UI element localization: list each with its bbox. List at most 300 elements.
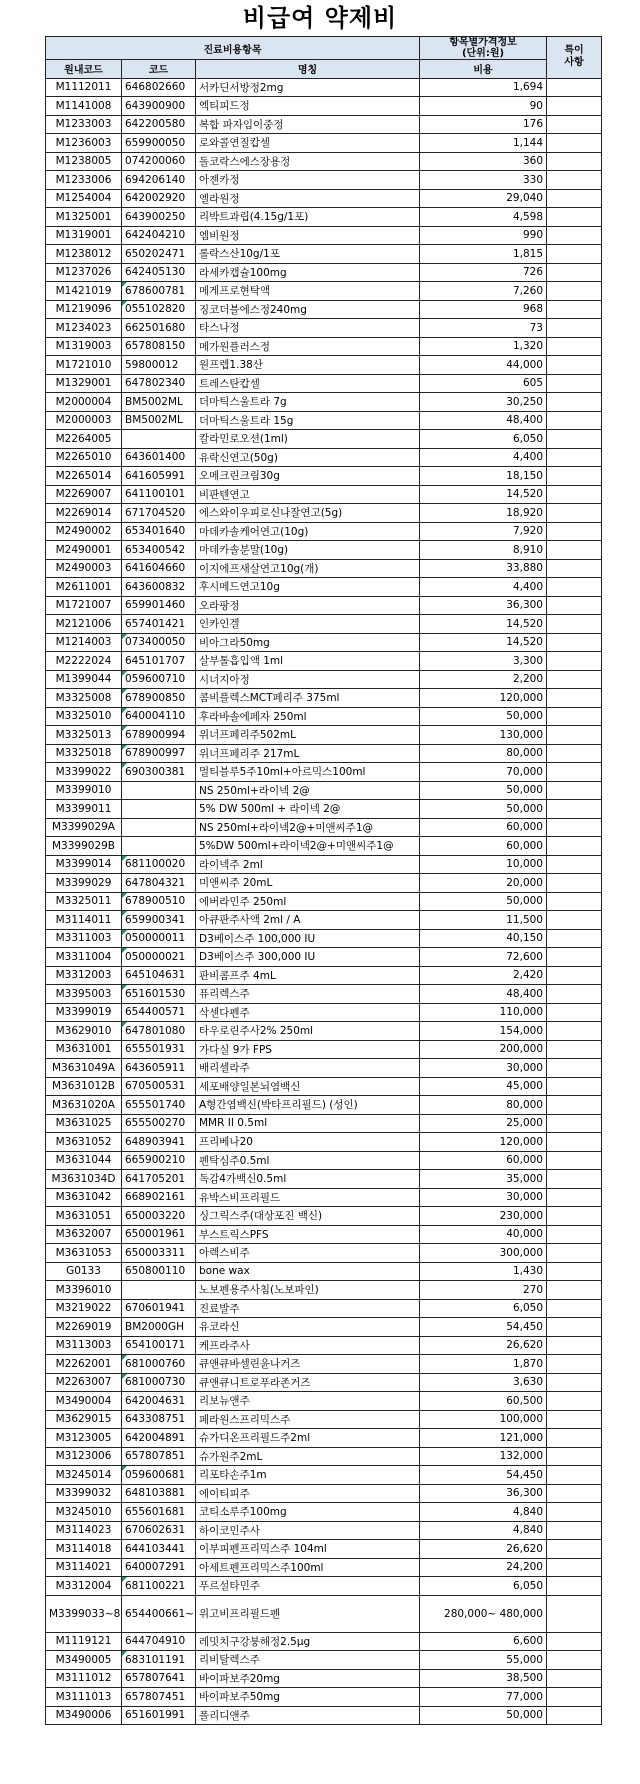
price-cell: 7,260 xyxy=(420,282,547,301)
name-cell: 세포배양일본뇌염백신 xyxy=(196,1077,420,1096)
note-cell xyxy=(547,726,602,745)
price-cell: 14,520 xyxy=(420,615,547,634)
table-row xyxy=(46,1521,602,1540)
price-cell: 6,600 xyxy=(420,1632,547,1651)
internal-code-cell: M2269019 xyxy=(46,1318,122,1337)
note-cell xyxy=(547,1669,602,1688)
code-cell: 678900510 xyxy=(122,892,196,911)
table-row xyxy=(46,596,602,615)
price-cell: 8,910 xyxy=(420,541,547,560)
note-cell xyxy=(547,171,602,190)
name-cell: 아세트펜프리믹스주100ml xyxy=(196,1558,420,1577)
note-cell xyxy=(547,1355,602,1374)
name-cell: 더마틱스울트라 15g xyxy=(196,411,420,430)
note-cell xyxy=(547,1022,602,1041)
table-row xyxy=(46,689,602,708)
note-cell xyxy=(547,430,602,449)
code-cell: 650202471 xyxy=(122,245,196,264)
table-row xyxy=(46,1688,602,1707)
table-row xyxy=(46,781,602,800)
table-row xyxy=(46,707,602,726)
name-cell: 롤락스산10g/1포 xyxy=(196,245,420,264)
name-cell: 엘라원정 xyxy=(196,189,420,208)
code-cell: 059600681 xyxy=(122,1466,196,1485)
code-cell: 641705201 xyxy=(122,1170,196,1189)
price-cell: 60,000 xyxy=(420,837,547,856)
price-cell: 176 xyxy=(420,115,547,134)
header-group: 진료비용항목 xyxy=(46,37,420,60)
name-cell: 아젠카정 xyxy=(196,171,420,190)
code-cell: 681100020 xyxy=(122,855,196,874)
name-cell: 판비콤프주 4mL xyxy=(196,966,420,985)
table-row xyxy=(46,855,602,874)
price-cell: 18,920 xyxy=(420,504,547,523)
price-cell: 14,520 xyxy=(420,633,547,652)
code-cell: 678900850 xyxy=(122,689,196,708)
price-cell: 3,630 xyxy=(420,1373,547,1392)
price-cell: 6,050 xyxy=(420,1299,547,1318)
note-cell xyxy=(547,800,602,819)
internal-code-cell: M3325010 xyxy=(46,707,122,726)
header-name: 명칭 xyxy=(196,60,420,79)
name-cell: 유락신연고(50g) xyxy=(196,448,420,467)
note-cell xyxy=(547,670,602,689)
name-cell: NS 250ml+라이넥2@+미앤씨주1@ xyxy=(196,818,420,837)
table-row xyxy=(46,485,602,504)
internal-code-cell: M3399029A xyxy=(46,818,122,837)
name-cell: 유박스비프리필드 xyxy=(196,1188,420,1207)
code-cell: 654400661~ xyxy=(122,1595,196,1632)
name-cell: 복합 파자임이중정 xyxy=(196,115,420,134)
price-cell: 30,000 xyxy=(420,1059,547,1078)
internal-code-cell: M3325008 xyxy=(46,689,122,708)
note-cell xyxy=(547,911,602,930)
table-row xyxy=(46,1595,602,1632)
note-cell xyxy=(547,1503,602,1522)
internal-code-cell: M3396010 xyxy=(46,1281,122,1300)
internal-code-cell: M3114023 xyxy=(46,1521,122,1540)
price-cell: 360 xyxy=(420,152,547,171)
name-cell: 더마틱스울트라 7g xyxy=(196,393,420,412)
table-row xyxy=(46,1651,602,1670)
note-cell xyxy=(547,948,602,967)
code-cell: 654100171 xyxy=(122,1336,196,1355)
price-cell: 1,430 xyxy=(420,1262,547,1281)
note-cell xyxy=(547,1706,602,1725)
code-cell: 657401421 xyxy=(122,615,196,634)
name-cell: 라세카캡슐100mg xyxy=(196,263,420,282)
table-row xyxy=(46,818,602,837)
name-cell: 미앤씨주 20mL xyxy=(196,874,420,893)
internal-code-cell: M2000003 xyxy=(46,411,122,430)
internal-code-cell: M3113003 xyxy=(46,1336,122,1355)
price-cell: 55,000 xyxy=(420,1651,547,1670)
internal-code-cell: M3312003 xyxy=(46,966,122,985)
price-cell: 50,000 xyxy=(420,892,547,911)
code-cell: 657808150 xyxy=(122,337,196,356)
price-cell: 1,144 xyxy=(420,134,547,153)
note-cell xyxy=(547,189,602,208)
table-row xyxy=(46,541,602,560)
name-cell: 리비탈렉스주 xyxy=(196,1651,420,1670)
table-row xyxy=(46,1022,602,1041)
internal-code-cell: M3399011 xyxy=(46,800,122,819)
name-cell: 케프라주사 xyxy=(196,1336,420,1355)
price-cell: 50,000 xyxy=(420,800,547,819)
table-row xyxy=(46,559,602,578)
code-cell: 681100221 xyxy=(122,1577,196,1596)
code-cell: 655501740 xyxy=(122,1096,196,1115)
note-cell xyxy=(547,1040,602,1059)
table-row xyxy=(46,282,602,301)
code-cell: 59800012 xyxy=(122,356,196,375)
name-cell: 서카딘서방정2mg xyxy=(196,78,420,97)
table-row xyxy=(46,874,602,893)
code-cell: 059600710 xyxy=(122,670,196,689)
code-cell: 641605991 xyxy=(122,467,196,486)
price-cell: 1,815 xyxy=(420,245,547,264)
internal-code-cell: M3399019 xyxy=(46,1003,122,1022)
internal-code-cell: M1238012 xyxy=(46,245,122,264)
note-cell xyxy=(547,1540,602,1559)
internal-code-cell: M3399033~8 xyxy=(46,1595,122,1632)
code-cell: BM5002ML xyxy=(122,411,196,430)
code-cell: 074200060 xyxy=(122,152,196,171)
price-cell: 48,400 xyxy=(420,411,547,430)
internal-code-cell: M3114018 xyxy=(46,1540,122,1559)
page-title: 비급여 약제비 xyxy=(242,4,398,32)
note-cell xyxy=(547,1244,602,1263)
note-cell xyxy=(547,1299,602,1318)
table-row xyxy=(46,1299,602,1318)
table-row xyxy=(46,966,602,985)
code-cell: 642004891 xyxy=(122,1429,196,1448)
name-cell: 퓨리렉스주 xyxy=(196,985,420,1004)
note-cell xyxy=(547,208,602,227)
internal-code-cell: M3311004 xyxy=(46,948,122,967)
internal-code-cell: M3219022 xyxy=(46,1299,122,1318)
name-cell: 칼라민로오션(1ml) xyxy=(196,430,420,449)
table-row xyxy=(46,448,602,467)
code-cell: 644704910 xyxy=(122,1632,196,1651)
code-cell: 657807851 xyxy=(122,1447,196,1466)
name-cell: 위너프페리주 217mL xyxy=(196,744,420,763)
table-row xyxy=(46,245,602,264)
name-cell: 돌코락스에스장용정 xyxy=(196,152,420,171)
internal-code-cell: M3631034D xyxy=(46,1170,122,1189)
price-cell: 80,000 xyxy=(420,1096,547,1115)
name-cell: 트레스탄캅셀 xyxy=(196,374,420,393)
internal-code-cell: M3245010 xyxy=(46,1503,122,1522)
code-cell: 655500270 xyxy=(122,1114,196,1133)
internal-code-cell: M2490001 xyxy=(46,541,122,560)
note-cell xyxy=(547,78,602,97)
internal-code-cell: M3631052 xyxy=(46,1133,122,1152)
internal-code-cell: M3325018 xyxy=(46,744,122,763)
table-row xyxy=(46,670,602,689)
name-cell: 엑티피드정 xyxy=(196,97,420,116)
note-cell xyxy=(547,356,602,375)
name-cell: 엠비원정 xyxy=(196,226,420,245)
name-cell: 노보펜용주사침(노보파인) xyxy=(196,1281,420,1300)
price-cell: 330 xyxy=(420,171,547,190)
code-cell xyxy=(122,837,196,856)
name-cell: 살부톨흡입액 1ml xyxy=(196,652,420,671)
internal-code-cell: M1233006 xyxy=(46,171,122,190)
table-row xyxy=(46,152,602,171)
price-cell: 29,040 xyxy=(420,189,547,208)
code-cell: 647802340 xyxy=(122,374,196,393)
price-cell: 110,000 xyxy=(420,1003,547,1022)
price-cell: 132,000 xyxy=(420,1447,547,1466)
table-row xyxy=(46,1540,602,1559)
internal-code-cell: M1233003 xyxy=(46,115,122,134)
table-row xyxy=(46,1447,602,1466)
code-cell: 651601530 xyxy=(122,985,196,1004)
price-cell: 35,000 xyxy=(420,1170,547,1189)
price-cell: 2,420 xyxy=(420,966,547,985)
internal-code-cell: M3631049A xyxy=(46,1059,122,1078)
code-cell: 670601941 xyxy=(122,1299,196,1318)
name-cell: 바이파보주50mg xyxy=(196,1688,420,1707)
code-cell: 640007291 xyxy=(122,1558,196,1577)
name-cell: 위고비프리필드펜 xyxy=(196,1595,420,1632)
price-cell: 30,000 xyxy=(420,1188,547,1207)
note-cell xyxy=(547,263,602,282)
table-row xyxy=(46,1207,602,1226)
note-cell xyxy=(547,1651,602,1670)
table-row xyxy=(46,1170,602,1189)
code-cell: 055102820 xyxy=(122,300,196,319)
note-cell xyxy=(547,892,602,911)
note-cell xyxy=(547,1336,602,1355)
table-body xyxy=(46,78,602,1725)
note-cell xyxy=(547,337,602,356)
name-cell: 비아그라50mg xyxy=(196,633,420,652)
name-cell: 오메크린크림30g xyxy=(196,467,420,486)
note-cell xyxy=(547,1318,602,1337)
price-cell: 36,300 xyxy=(420,596,547,615)
note-cell xyxy=(547,448,602,467)
note-cell xyxy=(547,559,602,578)
note-cell xyxy=(547,1151,602,1170)
price-cell: 54,450 xyxy=(420,1466,547,1485)
code-cell: 643308751 xyxy=(122,1410,196,1429)
internal-code-cell: M3399014 xyxy=(46,855,122,874)
note-cell xyxy=(547,837,602,856)
table-row xyxy=(46,115,602,134)
name-cell: D3베이스주 300,000 IU xyxy=(196,948,420,967)
price-cell: 25,000 xyxy=(420,1114,547,1133)
name-cell: 시너지아정 xyxy=(196,670,420,689)
note-cell xyxy=(547,615,602,634)
internal-code-cell: M3399029 xyxy=(46,874,122,893)
code-cell: 683101191 xyxy=(122,1651,196,1670)
note-cell xyxy=(547,1170,602,1189)
code-cell xyxy=(122,800,196,819)
table-row xyxy=(46,522,602,541)
name-cell: 타우로린주사2% 250ml xyxy=(196,1022,420,1041)
note-cell xyxy=(547,985,602,1004)
name-cell: 싱그릭스주(대상포진 백신) xyxy=(196,1207,420,1226)
code-cell xyxy=(122,818,196,837)
table-row xyxy=(46,1373,602,1392)
name-cell: 에이티피주 xyxy=(196,1484,420,1503)
note-cell xyxy=(547,1077,602,1096)
internal-code-cell: M3245014 xyxy=(46,1466,122,1485)
name-cell: 아큐판주사액 2ml / A xyxy=(196,911,420,930)
table-row xyxy=(46,948,602,967)
table-row xyxy=(46,134,602,153)
table-row xyxy=(46,1281,602,1300)
price-cell: 4,840 xyxy=(420,1521,547,1540)
internal-code-cell: M3123006 xyxy=(46,1447,122,1466)
name-cell: 부스트릭스PFS xyxy=(196,1225,420,1244)
code-cell: 694206140 xyxy=(122,171,196,190)
code-cell: 670500531 xyxy=(122,1077,196,1096)
internal-code-cell: M1112011 xyxy=(46,78,122,97)
code-cell: 653400542 xyxy=(122,541,196,560)
price-cell: 280,000~ 480,000 xyxy=(420,1595,547,1632)
note-cell xyxy=(547,393,602,412)
table-row xyxy=(46,1262,602,1281)
table-row xyxy=(46,1040,602,1059)
note-cell xyxy=(547,1688,602,1707)
price-cell: 18,150 xyxy=(420,467,547,486)
note-cell xyxy=(547,1521,602,1540)
name-cell: 에스와이우피로신나잘연고(5g) xyxy=(196,504,420,523)
price-cell: 50,000 xyxy=(420,781,547,800)
price-cell: 14,520 xyxy=(420,485,547,504)
price-cell: 11,500 xyxy=(420,911,547,930)
price-cell: 73 xyxy=(420,319,547,338)
note-cell xyxy=(547,966,602,985)
table-row xyxy=(46,1410,602,1429)
table-row xyxy=(46,1355,602,1374)
name-cell: D3베이스주 100,000 IU xyxy=(196,929,420,948)
code-cell: 657807451 xyxy=(122,1688,196,1707)
name-cell: 마데카솔분말(10g) xyxy=(196,541,420,560)
name-cell: 삭센다펜주 xyxy=(196,1003,420,1022)
table-row xyxy=(46,1244,602,1263)
note-cell xyxy=(547,485,602,504)
code-cell: 642004631 xyxy=(122,1392,196,1411)
table-row xyxy=(46,208,602,227)
table-row xyxy=(46,633,602,652)
table-row xyxy=(46,171,602,190)
price-cell: 120,000 xyxy=(420,689,547,708)
table-row xyxy=(46,1484,602,1503)
table-row xyxy=(46,652,602,671)
table-row xyxy=(46,1669,602,1688)
table-row xyxy=(46,1096,602,1115)
table-row xyxy=(46,1133,602,1152)
price-cell: 44,000 xyxy=(420,356,547,375)
name-cell: 하이코민주사 xyxy=(196,1521,420,1540)
price-cell: 990 xyxy=(420,226,547,245)
note-cell xyxy=(547,1558,602,1577)
note-cell xyxy=(547,1429,602,1448)
price-cell: 200,000 xyxy=(420,1040,547,1059)
table-row xyxy=(46,430,602,449)
price-cell: 130,000 xyxy=(420,726,547,745)
internal-code-cell: M2262001 xyxy=(46,1355,122,1374)
note-cell xyxy=(547,689,602,708)
price-cell: 60,500 xyxy=(420,1392,547,1411)
internal-code-cell: M3631042 xyxy=(46,1188,122,1207)
code-cell: 643900900 xyxy=(122,97,196,116)
price-cell: 80,000 xyxy=(420,744,547,763)
table-row xyxy=(46,78,602,97)
internal-code-cell: M1721010 xyxy=(46,356,122,375)
header-price-group: 항목별가격정보 (단위:원) xyxy=(420,37,547,60)
name-cell: 후라바솔에페자 250ml xyxy=(196,707,420,726)
code-cell: 650800110 xyxy=(122,1262,196,1281)
name-cell: 리보뉴앤주 xyxy=(196,1392,420,1411)
internal-code-cell: M1421019 xyxy=(46,282,122,301)
table-row xyxy=(46,300,602,319)
note-cell xyxy=(547,300,602,319)
name-cell: 독감4가백신0.5ml xyxy=(196,1170,420,1189)
note-cell xyxy=(547,152,602,171)
note-cell xyxy=(547,411,602,430)
name-cell: A형간염백신(박타프리필드) (성인) xyxy=(196,1096,420,1115)
code-cell: 645101707 xyxy=(122,652,196,671)
note-cell xyxy=(547,596,602,615)
internal-code-cell: M3631025 xyxy=(46,1114,122,1133)
price-cell: 40,150 xyxy=(420,929,547,948)
note-cell xyxy=(547,1133,602,1152)
header-code: 코드 xyxy=(122,60,196,79)
table-row xyxy=(46,1706,602,1725)
note-cell xyxy=(547,744,602,763)
name-cell: 페라원스프리믹스주 xyxy=(196,1410,420,1429)
note-cell xyxy=(547,522,602,541)
code-cell: 678900994 xyxy=(122,726,196,745)
table-row xyxy=(46,1003,602,1022)
price-cell: 968 xyxy=(420,300,547,319)
note-cell xyxy=(547,578,602,597)
internal-code-cell: G0133 xyxy=(46,1262,122,1281)
code-cell: 662501680 xyxy=(122,319,196,338)
code-cell: 647801080 xyxy=(122,1022,196,1041)
code-cell: 650003311 xyxy=(122,1244,196,1263)
name-cell: 원프렙1.38산 xyxy=(196,356,420,375)
note-cell xyxy=(547,1207,602,1226)
internal-code-cell: M2121006 xyxy=(46,615,122,634)
code-cell: 641100101 xyxy=(122,485,196,504)
name-cell: 5% DW 500ml + 라이넥 2@ xyxy=(196,800,420,819)
name-cell: 후시메드연고10g xyxy=(196,578,420,597)
note-cell xyxy=(547,707,602,726)
price-cell: 120,000 xyxy=(420,1133,547,1152)
name-cell: MMR II 0.5ml xyxy=(196,1114,420,1133)
code-cell: 665900210 xyxy=(122,1151,196,1170)
note-cell xyxy=(547,319,602,338)
name-cell: 큐앤큐니트로푸라존거즈 xyxy=(196,1373,420,1392)
internal-code-cell: M3631001 xyxy=(46,1040,122,1059)
note-cell xyxy=(547,1059,602,1078)
table-row xyxy=(46,1392,602,1411)
name-cell: 마데카솔케어연고(10g) xyxy=(196,522,420,541)
note-cell xyxy=(547,818,602,837)
name-cell: 이부피펜프리믹스주 104ml xyxy=(196,1540,420,1559)
code-cell: 643600832 xyxy=(122,578,196,597)
internal-code-cell: M1238005 xyxy=(46,152,122,171)
price-cell: 1,320 xyxy=(420,337,547,356)
internal-code-cell: M3490006 xyxy=(46,1706,122,1725)
note-cell xyxy=(547,374,602,393)
